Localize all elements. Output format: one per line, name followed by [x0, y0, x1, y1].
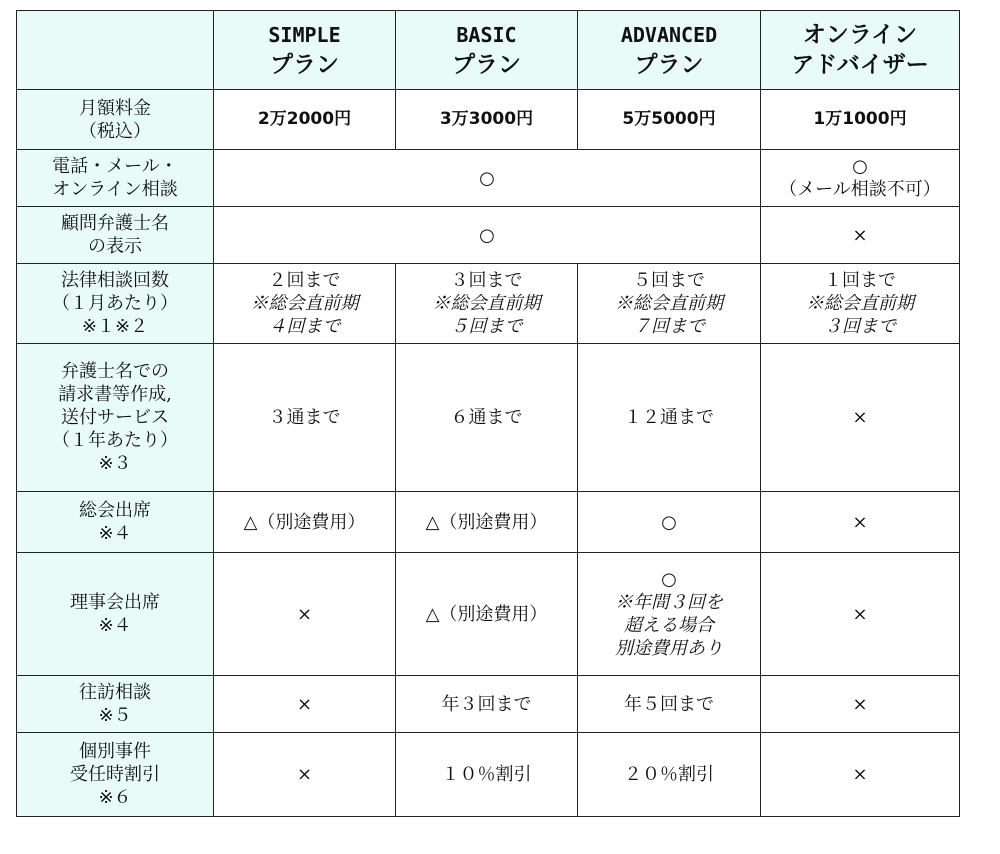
label-visit-consult [17, 676, 214, 733]
row-board-meeting [17, 553, 960, 676]
header-simple-name: SIMPLE [268, 23, 341, 47]
header-online [761, 11, 960, 90]
note-line: ※年間３回を [615, 592, 723, 613]
label-line: 電話・メール・ [52, 156, 178, 177]
row-name-display [17, 207, 960, 264]
label-line: 請求書等作成, [58, 384, 172, 405]
header-advanced-plan: プラン [634, 51, 704, 78]
count-advanced [578, 264, 761, 344]
label-board-meeting [17, 553, 214, 676]
note-line: ４回まで [268, 316, 341, 337]
note-line: ※総会直前期 [250, 293, 359, 314]
count-simple [214, 264, 396, 344]
general-simple: △（別途費用） [214, 492, 396, 553]
visit-online: × [761, 676, 960, 733]
visit-advanced: 年５回まで [578, 676, 761, 733]
label-line: 個別事件 [79, 741, 151, 762]
general-basic: △（別途費用） [396, 492, 578, 553]
fee-online: 1万1000円 [761, 90, 960, 150]
consultation-online-value [761, 150, 960, 207]
label-line: 法律相談回数 [61, 270, 169, 291]
row-visit-consult [17, 676, 960, 733]
row-case-discount [17, 733, 960, 817]
general-advanced: ○ [578, 492, 761, 553]
label-line: 送付サービス [61, 407, 169, 428]
label-line: （１年あたり） [52, 430, 178, 451]
label-line: 顧問弁護士名 [61, 213, 169, 234]
label-line: オンライン相談 [52, 179, 178, 200]
row-consult-count [17, 264, 960, 344]
label-line: （税込） [79, 120, 151, 142]
name-display-shared-value: ○ [214, 207, 761, 264]
note-line: ※総会直前期 [432, 293, 541, 314]
header-advanced [578, 11, 761, 90]
visit-simple: × [214, 676, 396, 733]
count-online [761, 264, 960, 344]
value-line: （メール相談不可） [779, 179, 941, 200]
letters-advanced: １２通まで [578, 344, 761, 492]
header-basic-plan: プラン [452, 51, 521, 78]
label-line: の表示 [88, 236, 142, 257]
discount-simple: × [214, 733, 396, 817]
label-letters-service [17, 344, 214, 492]
header-basic-name: BASIC [456, 23, 517, 47]
label-general-meeting [17, 492, 214, 553]
count-basic [396, 264, 578, 344]
row-monthly-fee [17, 90, 960, 150]
label-line: 受任時割引 [70, 764, 160, 785]
name-display-online-value: × [761, 207, 960, 264]
consultation-shared-value: ○ [214, 150, 761, 207]
row-consultation [17, 150, 960, 207]
header-simple [214, 11, 396, 90]
row-general-meeting [17, 492, 960, 553]
fee-simple: 2万2000円 [214, 90, 396, 150]
label-line: 往訪相談 [79, 682, 151, 703]
discount-basic: １０％割引 [396, 733, 578, 817]
header-advanced-name: ADVANCED [620, 23, 718, 47]
label-line: ※６ [98, 787, 132, 808]
value-line: ２回まで [268, 270, 341, 291]
label-case-discount [17, 733, 214, 817]
label-line: ※１※２ [81, 316, 149, 337]
general-online: × [761, 492, 960, 553]
note-line: ※総会直前期 [615, 293, 723, 314]
note-line: ３回まで [824, 316, 896, 337]
fee-advanced: 5万5000円 [578, 90, 761, 150]
letters-simple: ３通まで [214, 344, 396, 492]
label-line: ※４ [98, 523, 132, 544]
value-line: ５回まで [633, 270, 705, 291]
label-consult-count [17, 264, 214, 344]
value-line: ○ [852, 156, 868, 177]
header-row [17, 11, 960, 90]
note-line: ５回まで [450, 316, 523, 337]
value-line: １回まで [824, 270, 896, 291]
note-line: ７回まで [633, 316, 705, 337]
header-online-bottom: アドバイザー [791, 51, 929, 78]
letters-basic: ６通まで [396, 344, 578, 492]
label-line: ※５ [98, 705, 132, 726]
label-line: 総会出席 [79, 500, 151, 521]
note-line: 超える場合 [624, 615, 714, 636]
header-online-top: オンライン [802, 21, 918, 48]
label-consultation [17, 150, 214, 207]
fee-basic: 3万3000円 [396, 90, 578, 150]
header-corner-cell [17, 11, 214, 90]
note-line: ※総会直前期 [806, 293, 914, 314]
board-advanced [578, 553, 761, 676]
letters-online: × [761, 344, 960, 492]
label-line: （１月あたり） [52, 293, 178, 314]
label-line: ※３ [98, 453, 132, 474]
label-line: 弁護士名での [61, 361, 169, 382]
board-simple: × [214, 553, 396, 676]
label-monthly-fee [17, 90, 214, 150]
board-online: × [761, 553, 960, 676]
plan-comparison-table-wrapper [16, 10, 960, 817]
visit-basic: 年３回まで [396, 676, 578, 733]
row-letters-service [17, 344, 960, 492]
label-line: 月額料金 [79, 97, 151, 119]
label-line: ※４ [98, 615, 132, 636]
value-line: ○ [661, 569, 677, 590]
label-line: 理事会出席 [70, 592, 160, 613]
discount-online: × [761, 733, 960, 817]
header-basic [396, 11, 578, 90]
header-simple-plan: プラン [270, 51, 339, 78]
plan-comparison-table [16, 10, 960, 817]
board-basic: △（別途費用） [396, 553, 578, 676]
label-name-display [17, 207, 214, 264]
discount-advanced: ２０％割引 [578, 733, 761, 817]
value-line: ３回まで [450, 270, 523, 291]
note-line: 別途費用あり [615, 638, 723, 659]
